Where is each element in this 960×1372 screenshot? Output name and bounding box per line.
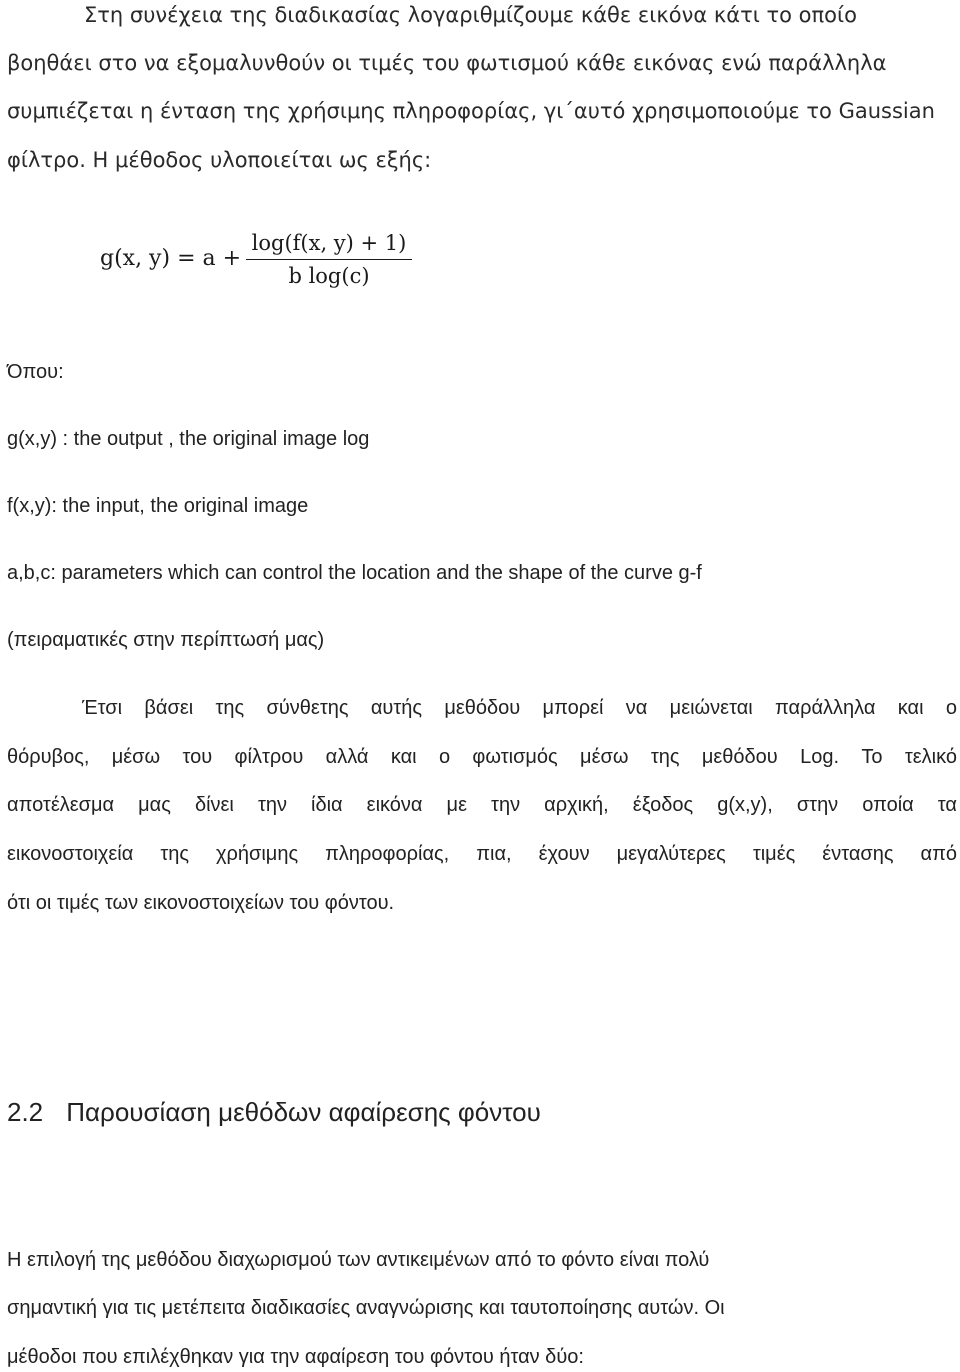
intro-line-3: συμπιέζεται η ένταση της χρήσιμης πληροφορίας, γι΄αυτό χρησιμοποιούμε το Gaussian bbox=[7, 99, 935, 123]
where-label: Όπου: bbox=[7, 361, 64, 383]
paragraph-line-2: θόρυβος, μέσω του φίλτρου αλλά και ο φωτισμός μέσω της μεθόδου Log. Το τελικό bbox=[7, 746, 957, 768]
definition-abc: a,b,c: parameters which can control the location and the shape of the curve g-f bbox=[7, 562, 702, 584]
paragraph-line-1: Έτσι βάσει της σύνθετης αυτής μεθόδου μπορεί να μειώνεται παράλληλα και ο bbox=[82, 697, 957, 719]
formula-denominator: b log(c) bbox=[288, 264, 370, 288]
intro-line-4: φίλτρο. Η μέθοδος υλοποιείται ως εξής: bbox=[7, 148, 432, 172]
intro-line-2: βοηθάει στο να εξομαλυνθούν οι τιμές του φωτισμού κάθε εικόνας ενώ παράλληλα bbox=[7, 51, 887, 75]
definition-g: g(x,y) : the output , the original image log bbox=[7, 428, 370, 450]
formula-fraction bbox=[246, 228, 412, 290]
log-formula bbox=[100, 228, 430, 298]
formula-numerator: log(f(x, y) + 1) bbox=[251, 231, 407, 255]
closing-line-3: μέθοδοι που επιλέχθηκαν για την αφαίρεση του φόντου ήταν δύο: bbox=[7, 1346, 584, 1368]
paragraph-line-3: αποτέλεσμα μας δίνει την ίδια εικόνα με την αρχική, έξοδος g(x,y), στην οποία τα bbox=[7, 794, 957, 816]
formula-lhs: g(x, y) = a + bbox=[100, 246, 242, 271]
closing-line-1: Η επιλογή της μεθόδου διαχωρισμού των αντικειμένων από το φόντο είναι πολύ bbox=[7, 1249, 710, 1271]
paragraph-line-4: εικονοστοιχεία της χρήσιμης πληροφορίας, πια, έχουν μεγαλύτερες τιμές έντασης από bbox=[7, 843, 957, 865]
definition-note: (πειραματικές στην περίπτωσή μας) bbox=[7, 629, 325, 651]
closing-line-2: σημαντική για τις μετέπειτα διαδικασίες αναγνώρισης και ταυτοποίησης αυτών. Οι bbox=[7, 1297, 725, 1319]
definition-f: f(x,y): the input, the original image bbox=[7, 495, 309, 517]
section-title: Παρουσίαση μεθόδων αφαίρεσης φόντου bbox=[66, 1097, 541, 1127]
section-heading bbox=[7, 1097, 541, 1128]
paragraph-line-5: ότι οι τιμές των εικονοστοιχείων του φόντου. bbox=[7, 892, 395, 914]
fraction-bar bbox=[246, 259, 412, 260]
intro-line-1: Στη συνέχεια της διαδικασίας λογαριθμίζουμε κάθε εικόνα κάτι το οποίο bbox=[84, 3, 857, 27]
section-number: 2.2 bbox=[7, 1097, 44, 1127]
